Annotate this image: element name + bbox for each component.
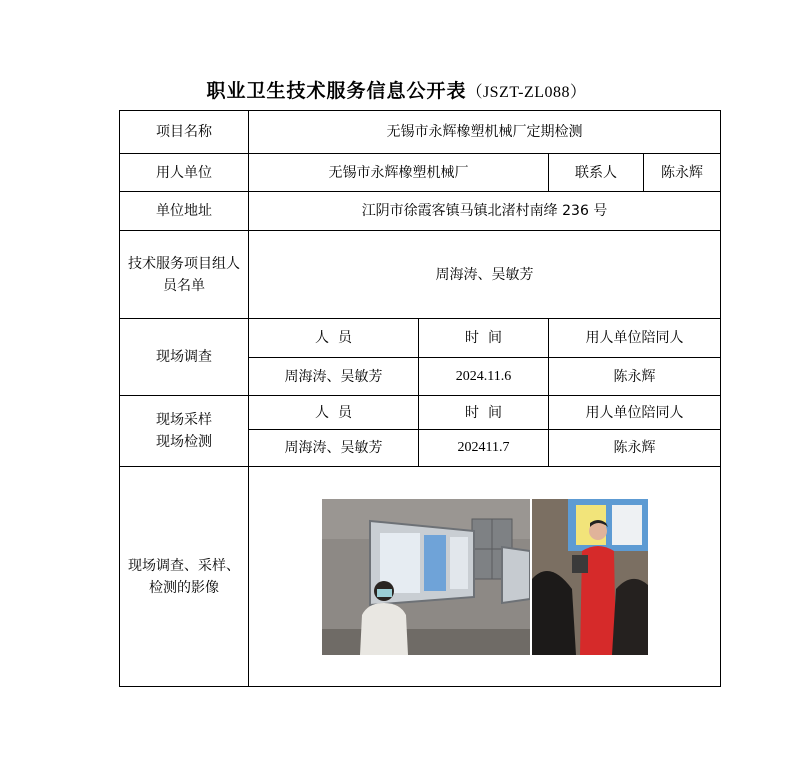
sampling-header-person: 人 员: [249, 396, 419, 430]
row-project: [120, 111, 721, 154]
survey-time: 2024.11.6: [419, 358, 549, 396]
images-label: [120, 467, 249, 687]
project-label: 项目名称: [120, 111, 249, 154]
sampling-header-companion: 用人单位陪同人: [549, 396, 721, 430]
survey-header-companion: 用人单位陪同人: [549, 319, 721, 358]
row-employer: [120, 154, 721, 192]
team-label: 技术服务项目组人员名单: [120, 231, 249, 319]
sampling-person: 周海涛、吴敏芳: [249, 430, 419, 467]
info-table: [119, 110, 721, 687]
row-team: [120, 231, 721, 319]
employer-value: 无锡市永辉橡塑机械厂: [249, 154, 549, 192]
sampling-label-line2: 现场检测: [156, 434, 212, 450]
row-survey-header: [120, 319, 721, 358]
row-sampling-header: [120, 396, 721, 430]
images-cell: [249, 467, 721, 687]
sampling-time: 202411.7: [419, 430, 549, 467]
sampling-header-time: 时 间: [419, 396, 549, 430]
survey-companion: 陈永辉: [549, 358, 721, 396]
site-photos: [322, 499, 648, 655]
project-value: 无锡市永辉橡塑机械厂定期检测: [249, 111, 721, 154]
survey-header-person: 人 员: [249, 319, 419, 358]
title-code: （JSZT-ZL088）: [466, 84, 587, 101]
title-main: 职业卫生技术服务信息公开表: [206, 80, 467, 102]
survey-person: 周海涛、吴敏芳: [249, 358, 419, 396]
survey-photo-graphic: [322, 499, 530, 655]
site-photo-survey: [322, 499, 530, 655]
row-images: [120, 467, 721, 687]
sampling-label: [120, 396, 249, 467]
document-title: [0, 76, 793, 103]
address-value: 江阴市徐霞客镇马镇北渚村南绛 236 号: [249, 192, 721, 231]
employer-label: 用人单位: [120, 154, 249, 192]
contact-label: 联系人: [549, 154, 644, 192]
sampling-companion: 陈永辉: [549, 430, 721, 467]
team-value: 周海涛、吴敏芳: [249, 231, 721, 319]
address-label: 单位地址: [120, 192, 249, 231]
row-address: [120, 192, 721, 231]
sampling-photo-graphic: [532, 499, 648, 655]
survey-header-time: 时 间: [419, 319, 549, 358]
contact-value: 陈永辉: [644, 154, 721, 192]
sampling-label-line1: 现场采样: [156, 412, 212, 428]
survey-label: 现场调查: [120, 319, 249, 396]
images-label-text: 现场调查、采样、检测的影像: [128, 557, 240, 596]
site-photo-sampling: [532, 499, 648, 655]
